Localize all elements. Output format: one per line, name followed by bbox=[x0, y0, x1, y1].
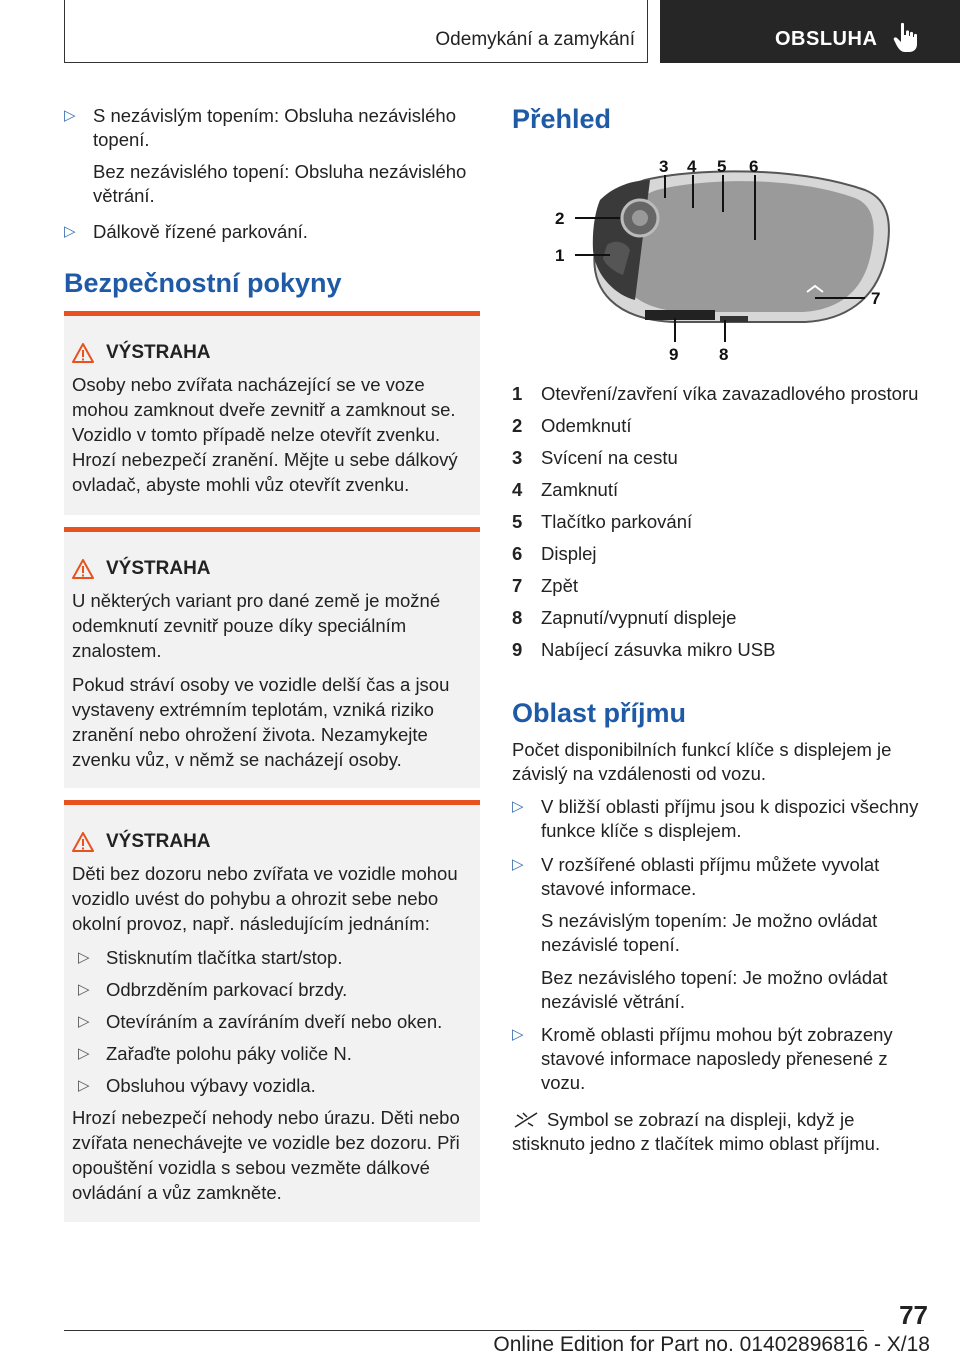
triangle-bullet-icon: ▷ bbox=[78, 1077, 90, 1094]
heading-range: Oblast příjmu bbox=[512, 698, 687, 728]
hand-pointer-icon bbox=[893, 22, 919, 54]
callout-label: 6 bbox=[749, 157, 759, 176]
indented-note: Bez nezávislého topení: Je možno ovládat nezávislé větrání. bbox=[541, 967, 888, 1012]
footer-edition: Online Edition for Part no. 01402896816 - X/18 bbox=[493, 1333, 930, 1356]
section-title: Odemykání a zamykání bbox=[435, 29, 635, 50]
range-intro: Počet disponibilních funkcí klíče s displejem je závislý na vzdálenosti od vozu. bbox=[512, 739, 892, 784]
header-frame bbox=[64, 0, 648, 63]
triangle-bullet-icon: ▷ bbox=[78, 1045, 90, 1062]
indented-note: Bez nezávislého topení: Obsluha nezávislého větrání. bbox=[93, 161, 467, 206]
warning-box bbox=[64, 311, 480, 515]
key-diagram bbox=[545, 150, 895, 365]
list-item: ▷ V bližší oblasti příjmu jsou k dispozici všechny funkce klíče s displejem. bbox=[512, 796, 919, 841]
triangle-bullet-icon: ▷ bbox=[512, 1026, 524, 1043]
list-item: ▷ Otevíráním a zavíráním dveří nebo oken. bbox=[78, 1011, 443, 1032]
warning-text: Osoby nebo zvířata nacházející se ve voze mohou zamknout dveře zevnitř a zamknout se. Vozidlo v tomto případě nelze otevřít zvenku. Hrozí nebezpečí zranění. Mějte u sebe dálkový ovladač, abyste mohli vůz otevřít zvenku. bbox=[72, 374, 458, 495]
triangle-bullet-icon: ▷ bbox=[64, 107, 76, 124]
callout-label: 1 bbox=[555, 246, 565, 265]
warning-title: VÝSTRAHA bbox=[106, 558, 211, 579]
warning-text-2: Pokud stráví osoby ve vozidle delší čas a jsou vystaveny extrémním teplotám, vzniká riziko zranění nebo ohrožení života. Nezamykejte zvenku vůz, v němž se nacházejí osoby. bbox=[72, 674, 450, 770]
warning-triangle-icon bbox=[72, 343, 94, 363]
chapter-tab[interactable] bbox=[660, 0, 960, 63]
list-item: ▷ Obsluhou výbavy vozidla. bbox=[78, 1075, 316, 1096]
list-item: ▷ Odbrzděním parkovací brzdy. bbox=[78, 979, 348, 1000]
triangle-bullet-icon: ▷ bbox=[78, 949, 90, 966]
callout-label: 4 bbox=[687, 157, 697, 176]
warning-triangle-icon bbox=[72, 559, 94, 579]
heading-safety: Bezpečnostní pokyny bbox=[64, 268, 342, 298]
callout-label: 9 bbox=[669, 345, 679, 364]
warning-box bbox=[64, 800, 480, 1222]
warning-box bbox=[64, 527, 480, 788]
callout-label: 2 bbox=[555, 209, 565, 228]
list-item: ▷ V rozšířené oblasti příjmu můžete vyvolat stavové informace. bbox=[512, 854, 880, 899]
triangle-bullet-icon: ▷ bbox=[78, 1013, 90, 1030]
list-item: ▷ Stisknutím tlačítka start/stop. bbox=[78, 947, 343, 968]
warning-text-2: Hrozí nebezpečí nehody nebo úrazu. Děti nebo zvířata nenechávejte ve vozidle bez dozoru. Při opouštění vozidla s sebou vezměte dálkové ovládání a vůz zamkněte. bbox=[72, 1107, 460, 1203]
callout-label: 3 bbox=[659, 157, 669, 176]
key-display bbox=[617, 181, 874, 312]
warning-text: U některých variant pro dané země je možné odemknutí zevnitř pouze díky speciálním znalostem. bbox=[72, 590, 441, 661]
triangle-bullet-icon: ▷ bbox=[64, 223, 76, 240]
list-item: ▷ Dálkově řízené parkování. bbox=[64, 221, 308, 242]
heading-overview: Přehled bbox=[512, 104, 612, 134]
warning-title: VÝSTRAHA bbox=[106, 831, 211, 852]
warning-text: Děti bez dozoru nebo zvířata ve vozidle mohou vozidlo uvést do pohybu a ohrozit sebe nebo okolní provoz, např. následujícím jednáním: bbox=[72, 863, 458, 934]
list-item: ▷ Zařaďte polohu páky voliče N. bbox=[78, 1043, 352, 1064]
callout-label: 8 bbox=[719, 345, 729, 364]
triangle-bullet-icon: ▷ bbox=[78, 981, 90, 998]
triangle-bullet-icon: ▷ bbox=[512, 798, 524, 815]
unlock-button-center bbox=[632, 210, 648, 226]
warning-triangle-icon bbox=[72, 832, 94, 852]
triangle-bullet-icon: ▷ bbox=[512, 856, 524, 873]
indented-note: S nezávislým topením: Je možno ovládat nezávislé topení. bbox=[541, 910, 878, 955]
footer-rule bbox=[64, 1330, 864, 1331]
chapter-tab-label: OBSLUHA bbox=[775, 28, 878, 50]
symbol-note: Symbol se zobrazí na displeji, když je stisknuto jedno z tlačítek mimo oblast příjmu. bbox=[512, 1109, 881, 1154]
callout-label: 7 bbox=[871, 289, 881, 308]
list-item: ▷ Kromě oblasti příjmu mohou být zobrazeny stavové informace naposledy přenesené z vozu. bbox=[512, 1024, 893, 1093]
list-item: ▷ S nezávislým topením: Obsluha nezávislého topení. bbox=[64, 105, 456, 150]
warning-title: VÝSTRAHA bbox=[106, 342, 211, 363]
usb-port bbox=[645, 310, 715, 320]
callout-label: 5 bbox=[717, 157, 727, 176]
page-number: 77 bbox=[899, 1300, 928, 1330]
